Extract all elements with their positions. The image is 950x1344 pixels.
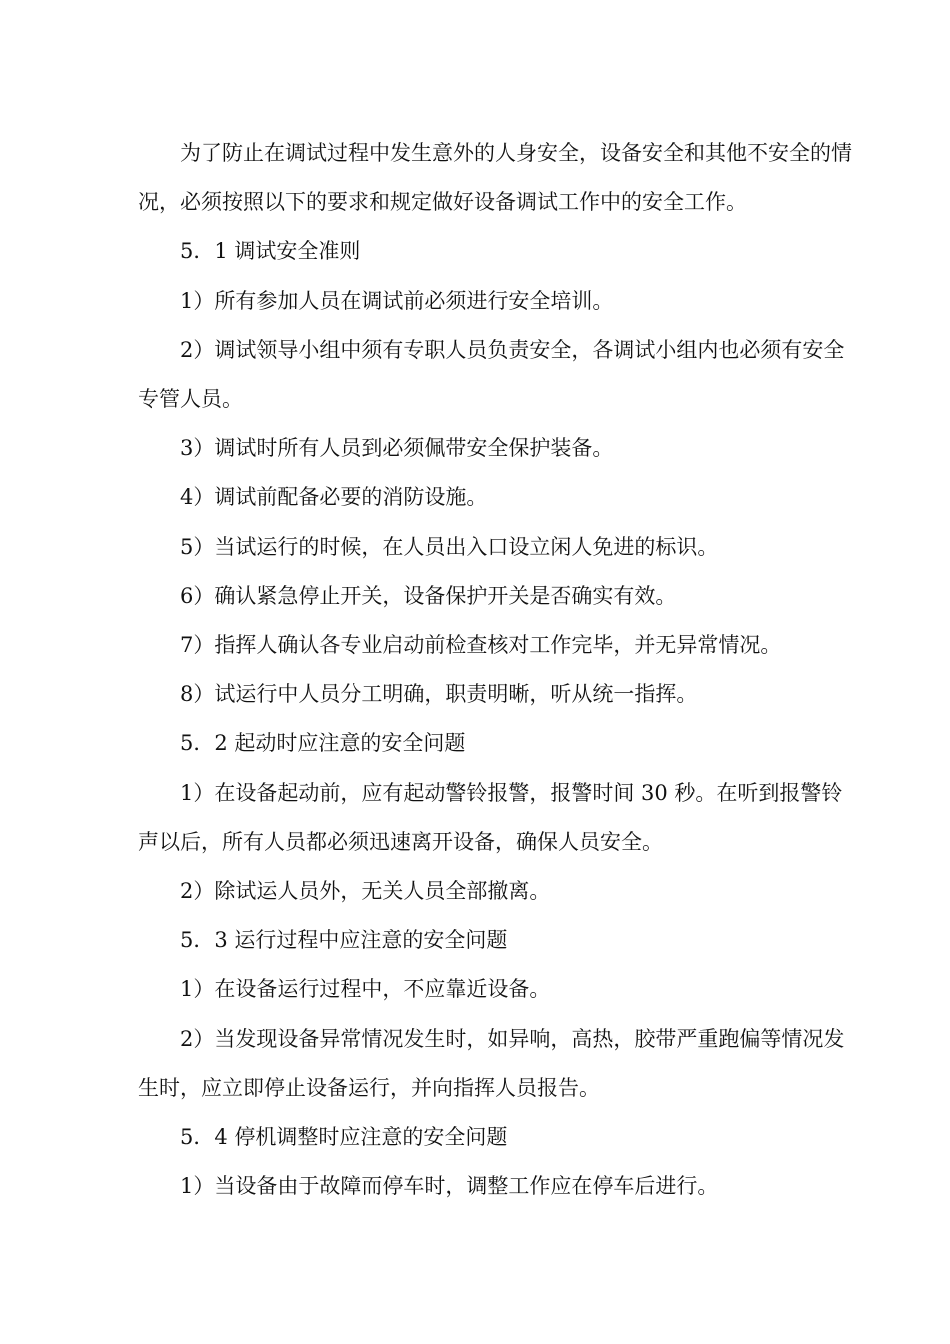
list-item: 2）调试领导小组中须有专职人员负责安全，各调试小组内也必须有安全专管人员。 xyxy=(138,337,845,412)
list-item: 5）当试运行的时候，在人员出入口设立闲人免进的标识。 xyxy=(180,534,719,559)
list-item: 8）试运行中人员分工明确，职责明晰，听从统一指挥。 xyxy=(180,682,698,707)
list-item: 1）在设备运行过程中，不应靠近设备。 xyxy=(180,977,551,1002)
intro-paragraph: 为了防止在调试过程中发生意外的人身安全，设备安全和其他不安全的情况，必须按照以下的要求和规定做好设备调试工作中的安全工作。 xyxy=(138,141,852,215)
list-item: 1）在设备起动前，应有起动警铃报警，报警时间 30 秒。在听到报警铃声以后，所有人员都必须迅速离开设备，确保人员安全。 xyxy=(138,780,843,854)
section-heading-5-2: 5．2 起动时应注意的安全问题 xyxy=(180,731,466,756)
list-item: 4）调试前配备必要的消防设施。 xyxy=(180,485,488,510)
document-page xyxy=(138,129,860,1211)
list-item: 6）确认紧急停止开关，设备保护开关是否确实有效。 xyxy=(180,583,677,608)
list-item: 1）所有参加人员在调试前必须进行安全培训。 xyxy=(180,288,614,313)
section-heading-5-3: 5．3 运行过程中应注意的安全问题 xyxy=(180,928,508,953)
list-item: 7）指挥人确认各专业启动前检查核对工作完毕，并无异常情况。 xyxy=(180,633,782,658)
list-item: 2）除试运人员外，无关人员全部撤离。 xyxy=(180,879,551,904)
section-heading-5-4: 5．4 停机调整时应注意的安全问题 xyxy=(180,1125,508,1150)
list-item: 3）调试时所有人员到必须佩带安全保护装备。 xyxy=(180,436,614,461)
list-item: 2）当发现设备异常情况发生时，如异响，高热，胶带严重跑偏等情况发生时，应立即停止设备运行，并向指挥人员报告。 xyxy=(138,1026,845,1100)
section-heading-5-1: 5．1 调试安全准则 xyxy=(180,239,361,264)
list-item: 1）当设备由于故障而停车时，调整工作应在停车后进行。 xyxy=(180,1174,719,1199)
